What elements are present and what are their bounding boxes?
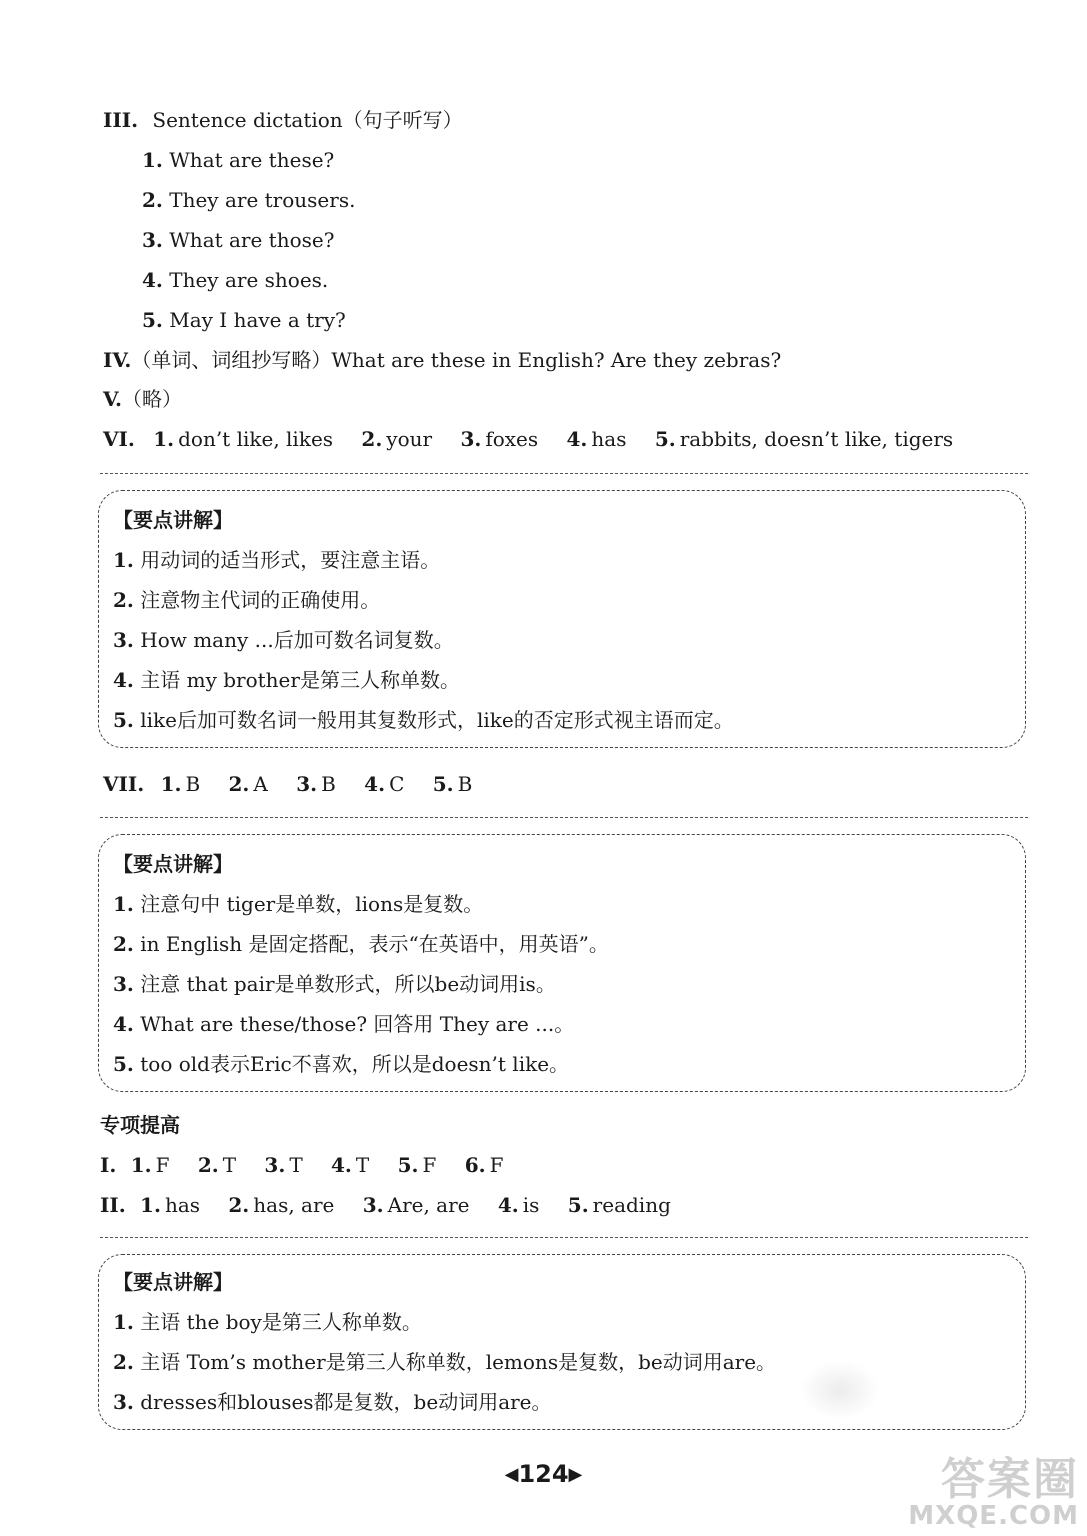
section-label: VI.: [103, 427, 135, 451]
page-number-text: 124: [518, 1460, 569, 1488]
answer: 4. has: [566, 427, 627, 451]
item-number: 5.: [142, 308, 163, 332]
section-label: V.: [103, 387, 122, 411]
dashed-divider: [100, 1237, 1028, 1238]
answer: 2. T: [197, 1153, 237, 1177]
key-points-box: [98, 490, 1026, 748]
item-text: What are these?: [169, 148, 335, 172]
box-item: 2. 注意物主代词的正确使用。: [113, 588, 381, 612]
section-label: I.: [100, 1153, 117, 1177]
box-heading: 【要点讲解】: [113, 1270, 233, 1294]
box-item: 1. 用动词的适当形式，要注意主语。: [113, 548, 441, 572]
list-item: [142, 307, 346, 333]
key-points-box: [98, 1254, 1026, 1430]
answer: 1. B: [160, 772, 201, 796]
answer: 5. rabbits, doesn’t like, tigers: [654, 427, 954, 451]
answer: 3. foxes: [460, 427, 539, 451]
answer: 1. has: [140, 1193, 201, 1217]
list-item: [142, 187, 355, 213]
item-number: 4.: [142, 268, 163, 292]
answer: 1. don’t like, likes: [153, 427, 334, 451]
answer: 1. F: [130, 1153, 170, 1177]
item-text: They are shoes.: [169, 268, 329, 292]
box-item: 5. too old表示Eric不喜欢，所以是doesn’t like。: [113, 1052, 570, 1076]
watermark-line1: 答案圈: [941, 1453, 1079, 1505]
dashed-divider: [100, 817, 1028, 818]
answer: 4. C: [364, 772, 405, 796]
special-section-i: [100, 1152, 526, 1178]
section-title: Sentence dictation（句子听写）: [152, 108, 463, 132]
section-label: VII.: [103, 772, 145, 796]
answer: 4. T: [331, 1153, 370, 1177]
item-number: 1.: [142, 148, 163, 172]
section-text: （略）: [121, 387, 182, 411]
item-number: 3.: [142, 228, 163, 252]
special-section-title: 专项提高: [100, 1113, 180, 1137]
answer: 2. has, are: [228, 1193, 335, 1217]
box-item: 4. What are these/those? 回答用 They are ...。: [113, 1012, 575, 1036]
box-item: 3. 注意 that pair是单数形式，所以be动词用is。: [113, 972, 556, 996]
box-item: 4. 主语 my brother是第三人称单数。: [113, 668, 460, 692]
item-text: They are trousers.: [169, 188, 356, 212]
watermark-line2: MXQE.COM: [908, 1500, 1079, 1531]
answer: 2. your: [361, 427, 433, 451]
answer: 3. T: [264, 1153, 303, 1177]
answer: 5. reading: [567, 1193, 671, 1217]
section-label: IV.: [103, 348, 132, 372]
section-vii: [103, 771, 494, 797]
dashed-divider: [100, 473, 1028, 474]
answer: 2. A: [228, 772, 268, 796]
answer: 3. B: [296, 772, 336, 796]
item-text: May I have a try?: [169, 308, 346, 332]
section-label: II.: [100, 1193, 126, 1217]
box-item: 5. like后加可数名词一般用其复数形式，like的否定形式视主语而定。: [113, 708, 734, 732]
box-heading: 【要点讲解】: [113, 508, 233, 532]
box-item: 2. 主语 Tom’s mother是第三人称单数，lemons是复数，be动词用are。: [113, 1350, 777, 1374]
box-item: 3. How many ...后加可数名词复数。: [113, 628, 454, 652]
section-vi: [103, 426, 975, 452]
list-item: [142, 227, 334, 253]
scan-smudge: [800, 1360, 880, 1420]
box-item: 1. 注意句中 tiger是单数，lions是复数。: [113, 892, 484, 916]
list-item: [142, 147, 334, 173]
answer: 3. Are, are: [362, 1193, 470, 1217]
box-item: 3. dresses和blouses都是复数，be动词用are。: [113, 1390, 552, 1414]
answer: 4. is: [497, 1193, 540, 1217]
section-iii-heading: [103, 107, 463, 133]
key-points-box: [98, 834, 1026, 1092]
left-arrow-icon: ◀: [504, 1464, 519, 1485]
section-label: III.: [103, 108, 139, 132]
item-text: What are those?: [169, 228, 335, 252]
right-arrow-icon: ▶: [568, 1464, 583, 1485]
box-heading: 【要点讲解】: [113, 852, 233, 876]
section-v: [103, 386, 182, 412]
box-item: 1. 主语 the boy是第三人称单数。: [113, 1310, 422, 1334]
special-section-ii: [100, 1192, 693, 1218]
list-item: [142, 267, 328, 293]
section-iv: [103, 347, 781, 373]
answer: 5. B: [432, 772, 473, 796]
section-text: （单词、词组抄写略）What are these in English? Are they zebras?: [131, 348, 782, 372]
item-number: 2.: [142, 188, 163, 212]
box-item: 2. in English 是固定搭配，表示“在英语中，用英语”。: [113, 932, 609, 956]
answer: 5. F: [397, 1153, 437, 1177]
watermark-logo: [908, 1453, 1079, 1531]
answer: 6. F: [464, 1153, 504, 1177]
